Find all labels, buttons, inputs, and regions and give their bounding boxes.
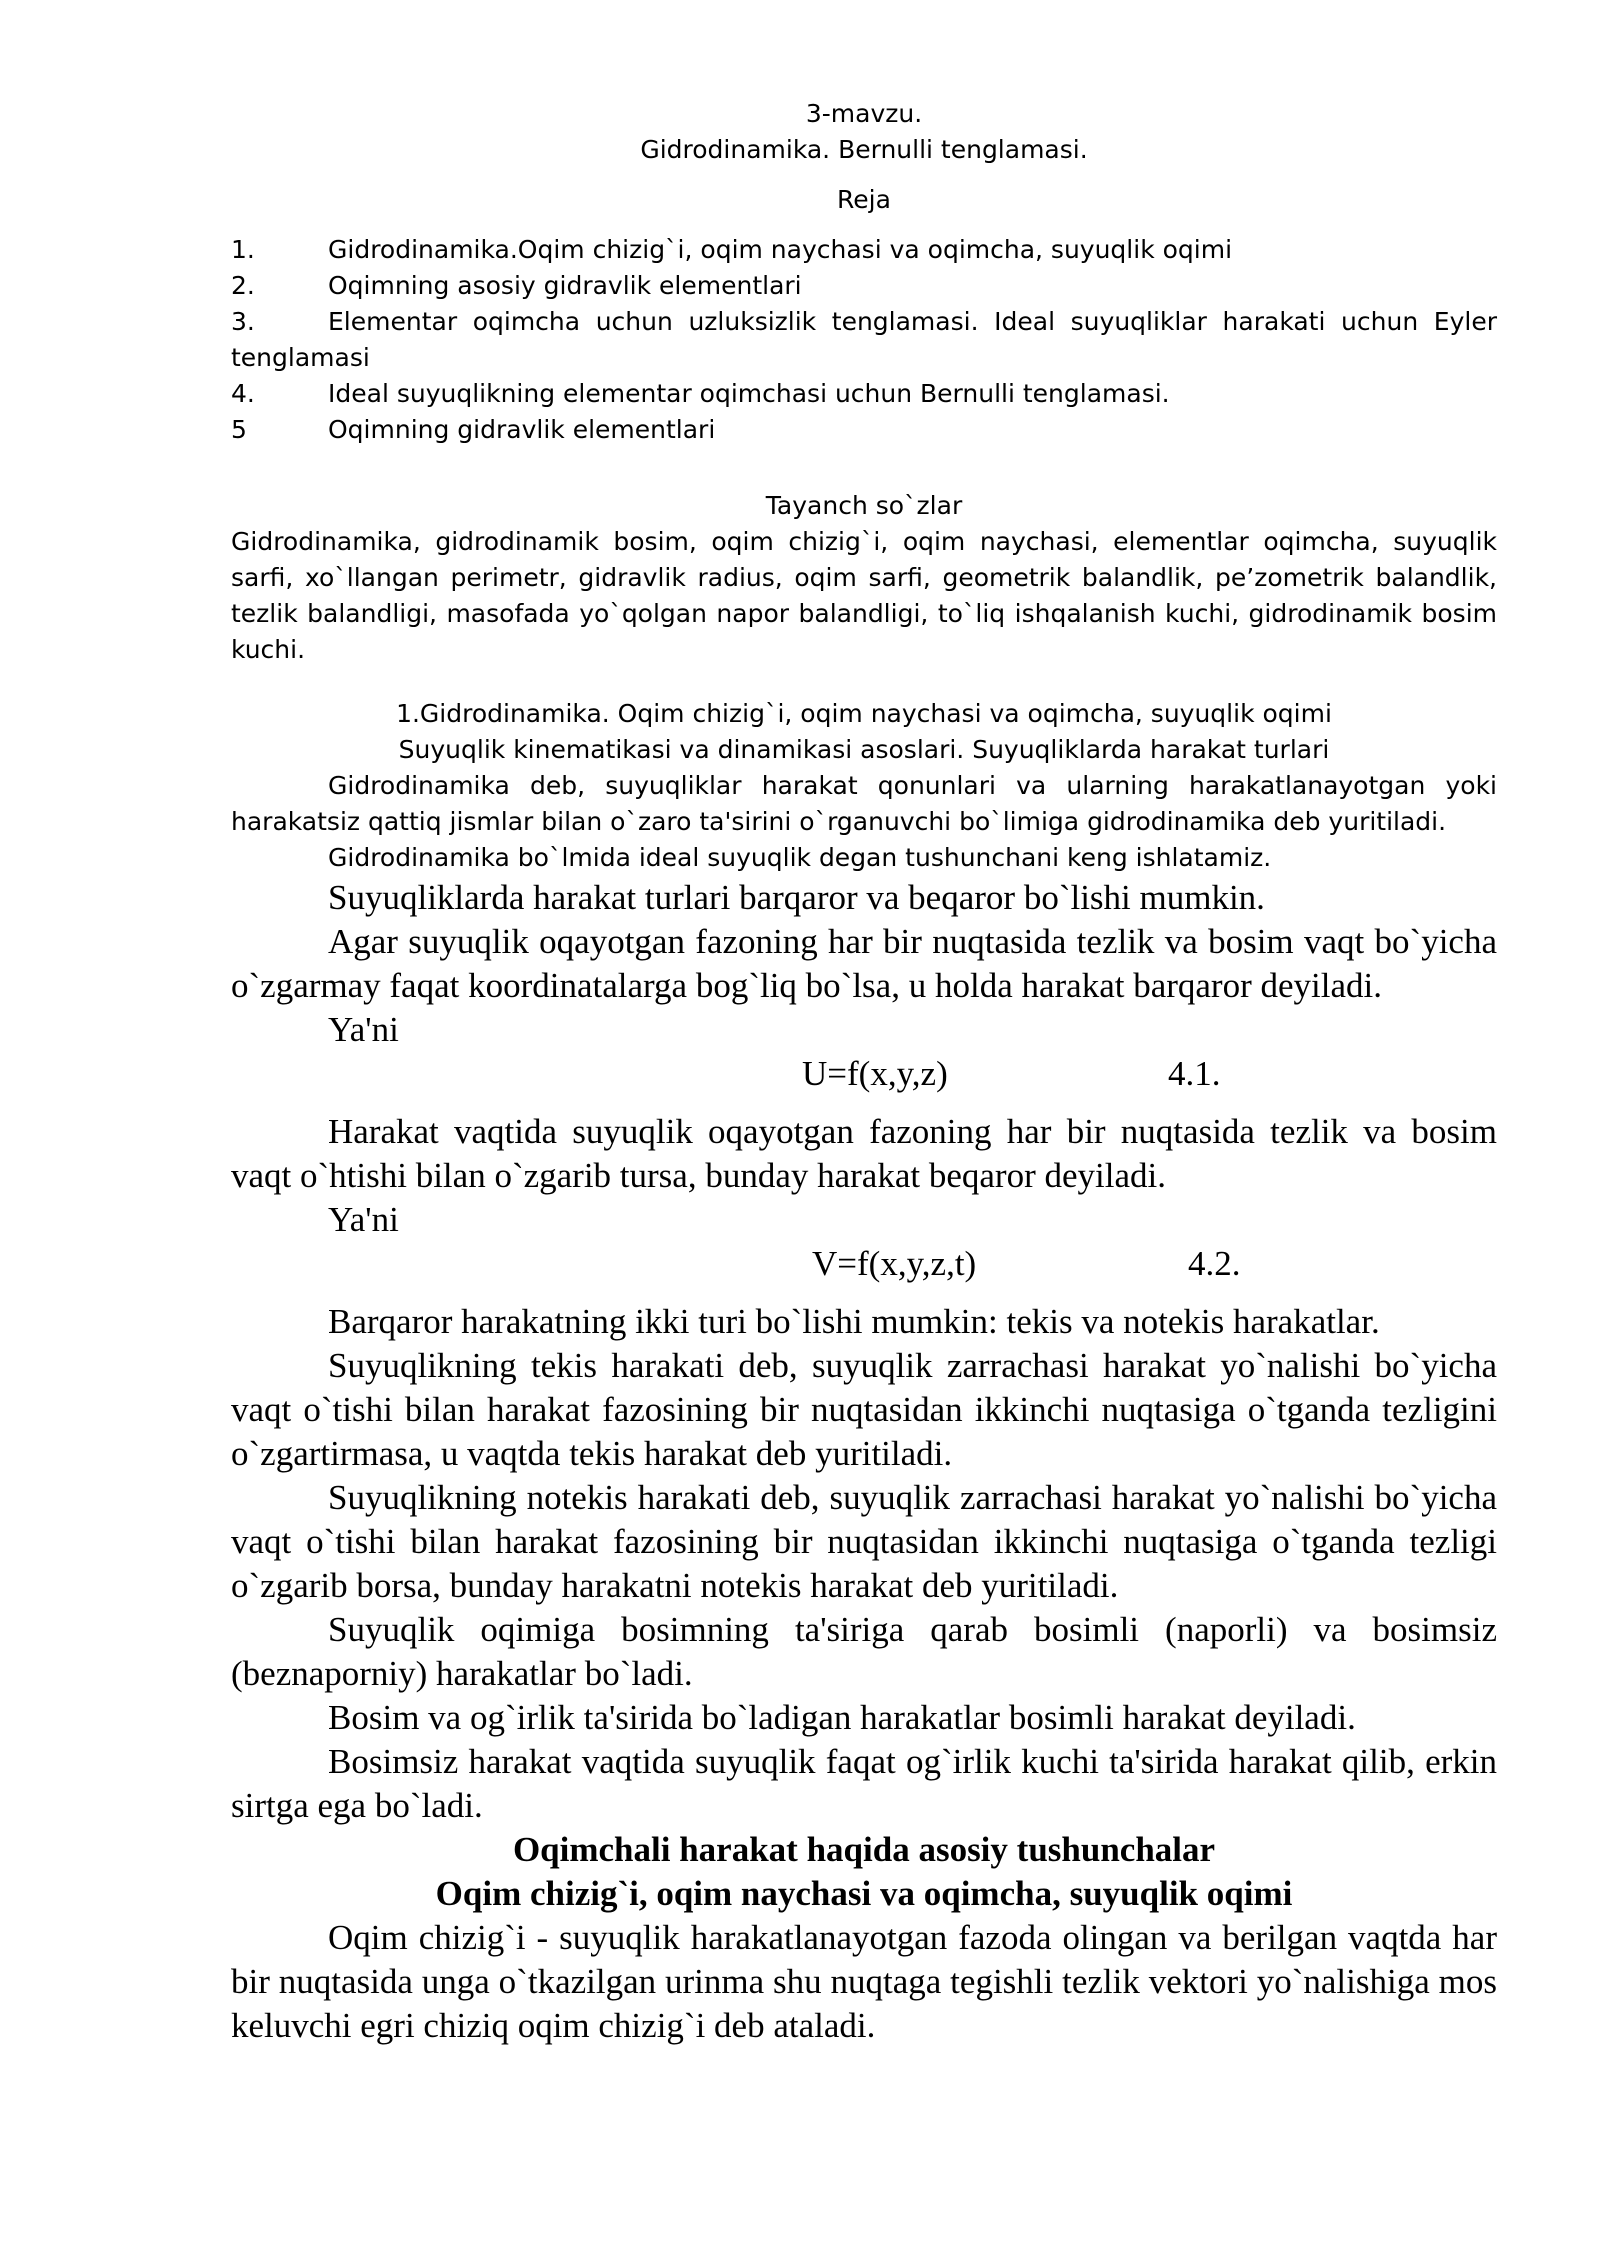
- formula-row: [231, 1052, 1497, 1096]
- plan-item-number: 3.: [231, 307, 255, 336]
- paragraph: Agar suyuqlik oqayotgan fazoning har bir nuqtasida tezlik va bosim vaqt bo`yicha o`zgarmay faqat koordinatalarga bog`liq bo`lsa, u holda harakat barqaror deyiladi.: [231, 922, 1497, 1005]
- paragraph: Suyuqliklarda harakat turlari barqaror va beqaror bo`lishi mumkin.: [328, 878, 1265, 917]
- keywords-heading: Tayanch so`zlar: [765, 491, 963, 520]
- plan-item-continuation: tenglamasi: [231, 343, 370, 372]
- formula-expression: V=f(x,y,z,t): [812, 1244, 977, 1283]
- plan-item-number: 1.: [231, 235, 255, 264]
- keywords-text: Gidrodinamika, gidrodinamik bosim, oqim chizig`i, oqim naychasi, elementlar oqimcha, suyuqlik sarfi, xo`llangan perimetr, gidravlik radius, oqim sarfi, geometrik balandlik, pe’zometrik balandlik, tezlik balandligi, masofada yo`qolgan napor balandligi, to`liq ishqalanish kuchi, gidrodinamik bosim kuchi.: [231, 527, 1497, 664]
- section-subheading: Suyuqlik kinematikasi va dinamikasi asoslari. Suyuqliklarda harakat turlari: [398, 735, 1330, 764]
- formula-expression: U=f(x,y,z): [802, 1054, 948, 1093]
- paragraph: Bosimsiz harakat vaqtida suyuqlik faqat og`irlik kuchi ta'sirida harakat qilib, erkin sirtga ega bo`ladi.: [231, 1742, 1497, 1825]
- plan-list: [231, 232, 1497, 448]
- topic-number: 3-mavzu.: [805, 99, 923, 128]
- plan-item-text: Elementar oqimcha uchun uzluksizlik tenglamasi. Ideal suyuqliklar harakati uchun Eyler: [328, 307, 1497, 336]
- document-title: Gidrodinamika. Bernulli tenglamasi.: [640, 135, 1088, 164]
- plan-item-number: 5: [231, 415, 247, 444]
- plan-item-text: Oqimning gidravlik elementlari: [328, 415, 716, 444]
- paragraph: Gidrodinamika bo`lmida ideal suyuqlik degan tushunchani keng ishlatamiz.: [328, 843, 1272, 872]
- section-heading: Oqim chizig`i, oqim naychasi va oqimcha, suyuqlik oqimi: [435, 1874, 1293, 1913]
- plan-item-text: Oqimning asosiy gidravlik elementlari: [328, 271, 802, 300]
- plan-item-number: 2.: [231, 271, 255, 300]
- formula-number: 4.1.: [1168, 1054, 1221, 1093]
- formula-number: 4.2.: [1188, 1244, 1241, 1283]
- paragraph: Suyuqlikning tekis harakati deb, suyuqlik zarrachasi harakat yo`nalishi bo`yicha vaqt o`tishi bilan harakat fazosining bir nuqtasidan ikkinchi nuqtasiga o`tganda tezligini o`zgartirmasa, u vaqtda tekis harakat deb yuritiladi.: [231, 1346, 1497, 1473]
- label-yani: Ya'ni: [328, 1200, 399, 1239]
- section-heading: 1.Gidrodinamika. Oqim chizig`i, oqim naychasi va oqimcha, suyuqlik oqimi: [396, 699, 1332, 728]
- paragraph: Suyuqlikning notekis harakati deb, suyuqlik zarrachasi harakat yo`nalishi bo`yicha vaqt o`tishi bilan harakat fazosining bir nuqtasidan ikkinchi nuqtasiga o`tganda tezligi o`zgarib borsa, bunday harakatni notekis harakat deb yuritiladi.: [231, 1478, 1497, 1605]
- plan-item-number: 4.: [231, 379, 255, 408]
- plan-item-text: Ideal suyuqlikning elementar oqimchasi uchun Bernulli tenglamasi.: [328, 379, 1170, 408]
- paragraph: Suyuqlik oqimiga bosimning ta'siriga qarab bosimli (naporli) va bosimsiz (beznaporniy) harakatlar bo`ladi.: [231, 1610, 1497, 1693]
- plan-item: [231, 376, 1497, 412]
- paragraph: Bosim va og`irlik ta'sirida bo`ladigan harakatlar bosimli harakat deyiladi.: [328, 1698, 1356, 1737]
- paragraph: Oqim chizig`i - suyuqlik harakatlanayotgan fazoda olingan va berilgan vaqtda har bir nuqtasida unga o`tkazilgan urinma shu nuqtaga tegishli tezlik vektori yo`nalishiga mos keluvchi egri chiziq oqim chizig`i deb ataladi.: [231, 1918, 1497, 2045]
- paragraph: Gidrodinamika deb, suyuqliklar harakat qonunlari va ularning harakatlanayotgan yoki harakatsiz qattiq jismlar bilan o`zaro ta'sirini o`rganuvchi bo`limiga gidrodinamika deb yuritiladi.: [231, 771, 1497, 836]
- label-yani: Ya'ni: [328, 1010, 399, 1049]
- paragraph: Harakat vaqtida suyuqlik oqayotgan fazoning har bir nuqtasida tezlik va bosim vaqt o`htishi bilan o`zgarib tursa, bunday harakat beqaror deyiladi.: [231, 1112, 1497, 1195]
- plan-item: [231, 412, 1497, 448]
- paragraph: Barqaror harakatning ikki turi bo`lishi mumkin: tekis va notekis harakatlar.: [328, 1302, 1380, 1341]
- plan-item-text: Gidrodinamika.Oqim chizig`i, oqim naychasi va oqimcha, suyuqlik oqimi: [328, 235, 1233, 264]
- formula-row: [231, 1242, 1497, 1286]
- plan-heading: Reja: [837, 185, 891, 214]
- document-content: [231, 96, 1497, 2048]
- plan-item: [231, 232, 1497, 268]
- plan-item: [231, 304, 1497, 340]
- plan-item: [231, 268, 1497, 304]
- section-heading: Oqimchali harakat haqida asosiy tushunchalar: [512, 1830, 1216, 1869]
